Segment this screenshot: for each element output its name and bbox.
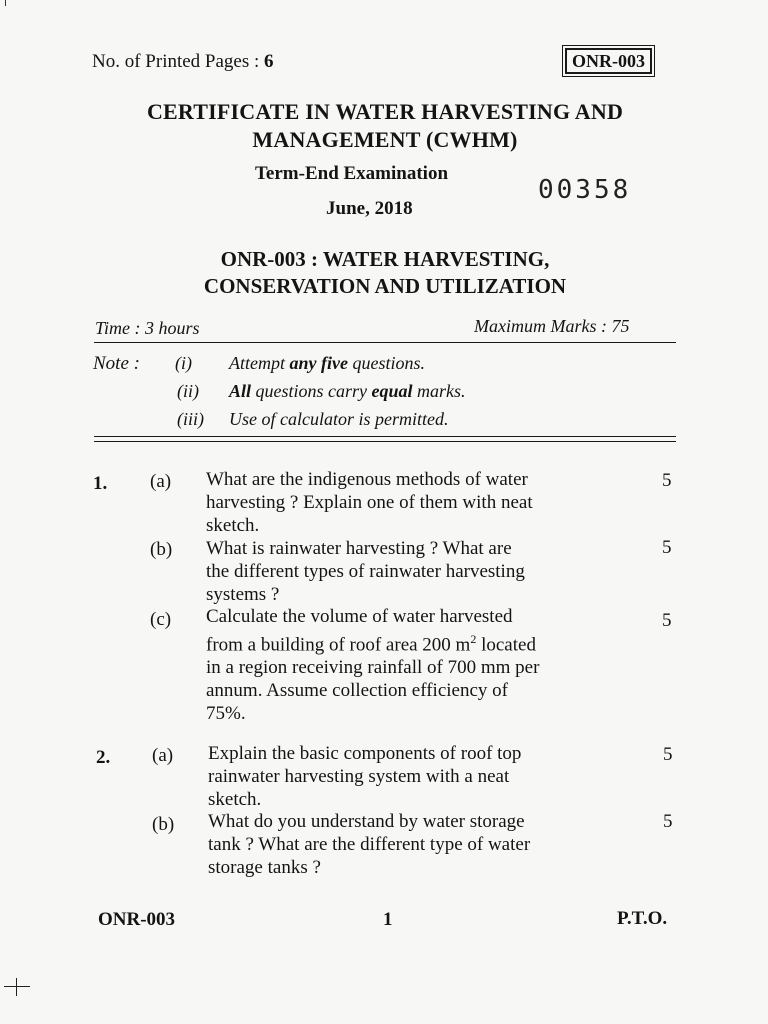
question-part-label: (b)	[150, 539, 173, 560]
footer-paper-code: ONR-003	[98, 909, 176, 930]
question-line: Calculate the volume of water harvested	[206, 606, 513, 627]
question-part-label: (a)	[152, 745, 174, 766]
certificate-title-line2: MANAGEMENT (CWHM)	[252, 127, 518, 152]
question-line: What is rainwater harvesting ? What are	[206, 538, 512, 559]
divider	[94, 342, 676, 343]
printed-pages	[92, 51, 274, 73]
question-line: tank ? What are the different type of water	[208, 834, 531, 855]
question-line: rainwater harvesting system with a neat	[208, 766, 510, 787]
note-item-text: All questions carry equal marks.	[229, 381, 466, 401]
printed-pages-label: No. of Printed Pages :	[92, 51, 260, 72]
exam-name: Term-End Examination	[255, 163, 449, 184]
question-text	[206, 468, 626, 537]
divider	[94, 436, 676, 437]
question-marks: 5	[663, 744, 673, 765]
footer-pto: P.T.O.	[617, 908, 668, 929]
question-line: storage tanks ?	[208, 857, 321, 878]
question-number: 1.	[93, 473, 108, 494]
note-label: Note :	[93, 353, 140, 374]
certificate-title-line1: CERTIFICATE IN WATER HARVESTING AND	[146, 99, 624, 124]
question-part-label: (b)	[152, 814, 175, 835]
paper-code-box: ONR-003	[565, 48, 652, 74]
question-line: harvesting ? Explain one of them with neat	[206, 492, 533, 513]
maximum-marks: Maximum Marks : 75	[474, 316, 630, 336]
question-line: annum. Assume collection efficiency of	[206, 680, 508, 702]
note-item-number: (ii)	[177, 381, 199, 401]
question-line: in a region receiving rainfall of 700 mm per	[206, 657, 540, 679]
scan-mark	[5, 0, 6, 6]
question-text	[206, 537, 626, 606]
note-item-text: Attempt any five questions.	[229, 353, 425, 373]
question-line: systems ?	[206, 584, 280, 605]
serial-number: 00358	[538, 175, 632, 205]
question-line: sketch.	[206, 515, 260, 536]
question-text	[208, 810, 628, 879]
question-line: the different types of rainwater harvesting	[206, 561, 525, 582]
crop-mark	[16, 978, 17, 996]
note-item-number: (iii)	[177, 409, 204, 429]
question-marks: 5	[663, 811, 673, 832]
question-line: from a building of roof area 200 $m^2$ located	[206, 632, 536, 656]
note-item-text: Use of calculator is permitted.	[229, 409, 449, 429]
course-title-line1: ONR-003 : WATER HARVESTING,	[220, 247, 550, 271]
question-text	[208, 742, 628, 811]
course-title	[90, 246, 680, 300]
question-marks: 5	[662, 610, 672, 631]
exam-date: June, 2018	[326, 198, 413, 219]
note-item-number: (i)	[175, 353, 192, 373]
question-part-label: (c)	[150, 609, 172, 630]
divider	[94, 441, 676, 442]
certificate-title	[60, 98, 710, 154]
question-line: 75%.	[206, 703, 246, 725]
question-line: What do you understand by water storage	[208, 811, 525, 832]
question-text	[206, 605, 626, 725]
course-title-line2: CONSERVATION AND UTILIZATION	[203, 274, 567, 298]
question-line: sketch.	[208, 789, 262, 810]
question-marks: 5	[662, 537, 672, 558]
question-number: 2.	[96, 747, 111, 768]
question-part-label: (a)	[150, 471, 172, 492]
time-allowed: Time : 3 hours	[95, 318, 200, 338]
printed-pages-value: 6	[264, 51, 274, 72]
footer-page-number: 1	[383, 909, 393, 930]
question-marks: 5	[662, 470, 672, 491]
question-line: Explain the basic components of roof top	[208, 743, 522, 764]
question-line: What are the indigenous methods of water	[206, 469, 528, 490]
crop-mark	[4, 986, 30, 987]
